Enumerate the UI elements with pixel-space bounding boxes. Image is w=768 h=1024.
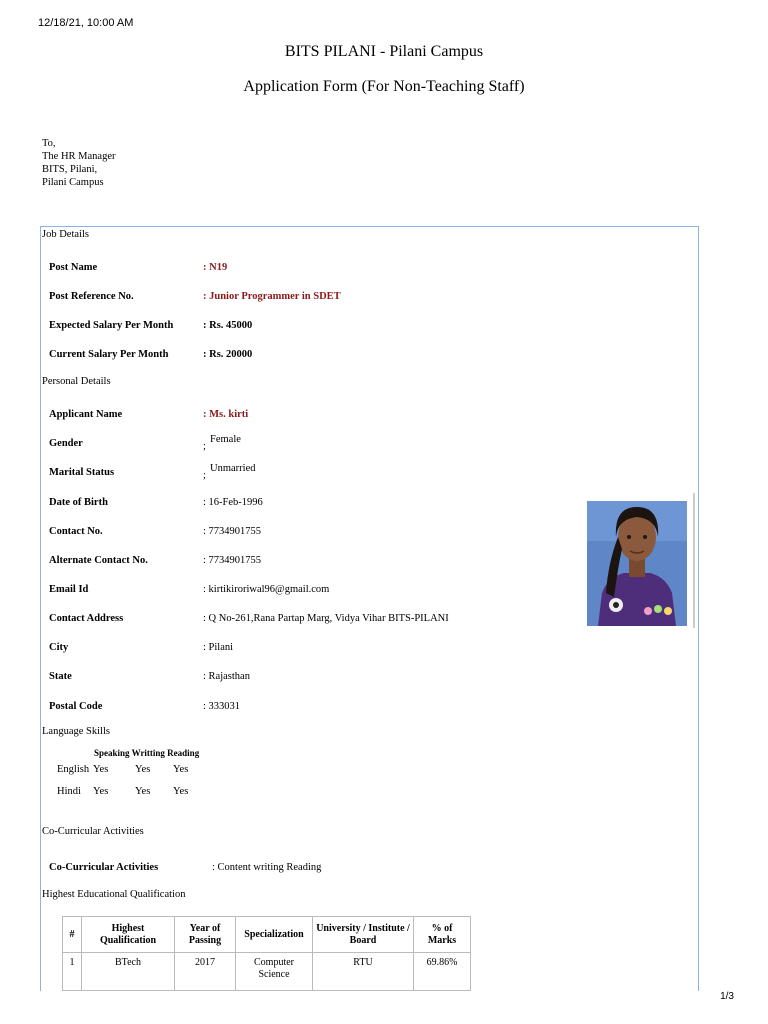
cocurricular-value: : Content writing Reading bbox=[212, 862, 322, 873]
applicant-name-value: : Ms. kirti bbox=[203, 409, 249, 420]
postal-code-value: : 333031 bbox=[203, 701, 241, 712]
gender-label: Gender bbox=[49, 438, 83, 449]
state-label: State bbox=[49, 671, 72, 682]
table-row bbox=[63, 953, 471, 991]
gender-colon: ; bbox=[203, 441, 206, 452]
marital-status-value: Unmarried bbox=[210, 463, 256, 474]
alt-contact-label: Alternate Contact No. bbox=[49, 555, 148, 566]
dob-value: : 16-Feb-1996 bbox=[203, 497, 263, 508]
current-salary-label: Current Salary Per Month bbox=[49, 349, 169, 360]
post-ref-label: Post Reference No. bbox=[49, 291, 134, 302]
hindi-speaking: Yes bbox=[93, 786, 109, 797]
col-university: University / Institute / Board bbox=[313, 917, 414, 953]
english-reading: Yes bbox=[173, 764, 189, 775]
cocurricular-label: Co-Curricular Activities bbox=[49, 862, 159, 873]
current-salary-value: : Rs. 20000 bbox=[203, 349, 253, 360]
state-value: : Rajasthan bbox=[203, 671, 250, 682]
hindi-writing: Yes bbox=[135, 786, 151, 797]
city-label: City bbox=[49, 642, 69, 653]
contact-address-value: : Q No-261,Rana Partap Marg, Vidya Vihar BITS-PILANI bbox=[203, 613, 449, 624]
gender-value: Female bbox=[210, 434, 241, 445]
row-number: 1 bbox=[63, 953, 82, 991]
dob-label: Date of Birth bbox=[49, 497, 108, 508]
col-marks: % of Marks bbox=[414, 917, 471, 953]
post-name-value: : N19 bbox=[203, 262, 228, 273]
address-line: The HR Manager bbox=[42, 151, 116, 162]
address-line: BITS, Pilani, bbox=[42, 164, 98, 175]
postal-code-label: Postal Code bbox=[49, 701, 103, 712]
applicant-photo-image bbox=[578, 493, 696, 628]
expected-salary-label: Expected Salary Per Month bbox=[49, 320, 174, 331]
col-qualification: Highest Qualification bbox=[82, 917, 175, 953]
education-header-row bbox=[63, 917, 471, 953]
row-year: 2017 bbox=[175, 953, 236, 991]
print-datetime: 12/18/21, 10:00 AM bbox=[38, 17, 134, 29]
language-hindi: Hindi bbox=[57, 786, 81, 797]
post-name-label: Post Name bbox=[49, 262, 98, 273]
contact-address-label: Contact Address bbox=[49, 613, 124, 624]
page-title: BITS PILANI - Pilani Campus bbox=[284, 43, 484, 60]
row-university: RTU bbox=[313, 953, 414, 991]
marital-status-label: Marital Status bbox=[49, 467, 115, 478]
address-line: To, bbox=[42, 138, 56, 149]
applicant-photo bbox=[578, 493, 696, 628]
education-heading: Highest Educational Qualification bbox=[42, 889, 186, 900]
english-writing: Yes bbox=[135, 764, 151, 775]
applicant-name-label: Applicant Name bbox=[49, 409, 123, 420]
email-label: Email Id bbox=[49, 584, 89, 595]
alt-contact-value: : 7734901755 bbox=[203, 555, 262, 566]
page-number: 1/3 bbox=[720, 991, 734, 1002]
education-table bbox=[62, 916, 471, 991]
row-qualification: BTech bbox=[82, 953, 175, 991]
page-subtitle: Application Form (For Non-Teaching Staff) bbox=[243, 78, 525, 95]
hindi-reading: Yes bbox=[173, 786, 189, 797]
personal-details-heading: Personal Details bbox=[42, 376, 111, 387]
job-details-heading: Job Details bbox=[42, 229, 89, 240]
row-specialization: Computer Science bbox=[236, 953, 313, 991]
marital-colon: ; bbox=[203, 470, 206, 481]
language-english: English bbox=[57, 764, 90, 775]
recipient-address bbox=[42, 137, 115, 189]
language-skills-heading: Language Skills bbox=[42, 726, 110, 737]
email-value: : kirtikiroriwal96@gmail.com bbox=[203, 584, 330, 595]
english-speaking: Yes bbox=[93, 764, 109, 775]
row-marks: 69.86% bbox=[414, 953, 471, 991]
expected-salary-value: : Rs. 45000 bbox=[203, 320, 253, 331]
city-value: : Pilani bbox=[203, 642, 234, 653]
contact-label: Contact No. bbox=[49, 526, 103, 537]
col-specialization: Specialization bbox=[236, 917, 313, 953]
post-ref-value: : Junior Programmer in SDET bbox=[203, 291, 341, 302]
address-line: Pilani Campus bbox=[42, 177, 104, 188]
col-year: Year of Passing bbox=[175, 917, 236, 953]
col-number: # bbox=[63, 917, 82, 953]
language-columns-header: Speaking Writting Reading bbox=[94, 748, 200, 758]
cocurricular-heading: Co-Curricular Activities bbox=[42, 826, 144, 837]
contact-value: : 7734901755 bbox=[203, 526, 262, 537]
